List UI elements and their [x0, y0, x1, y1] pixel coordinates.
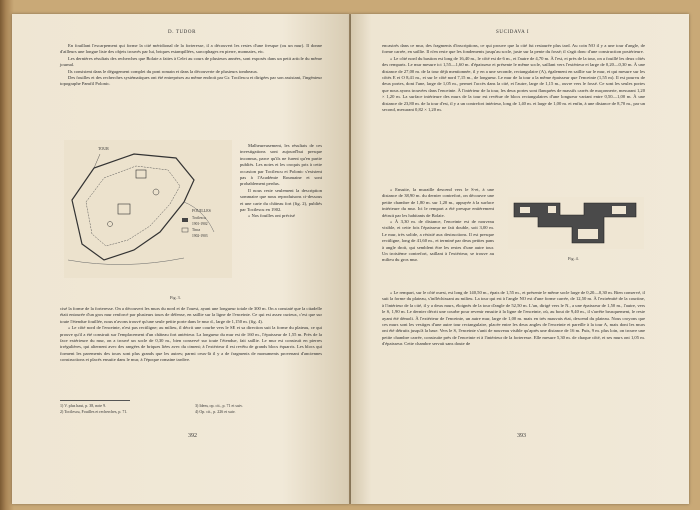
right-running-header: SUCIDAVA I: [496, 30, 530, 35]
map-label: TOUR: [98, 146, 109, 151]
wall-plan-figure: [508, 197, 644, 249]
map-legend-label: FOUILLES: [192, 208, 211, 213]
left-lower-text: [60, 306, 322, 364]
left-top-text: [60, 43, 322, 88]
fortress-map-figure: [64, 140, 232, 278]
map-legend-label: Tocilescu: [192, 216, 206, 220]
left-side-text: [240, 143, 322, 220]
map-legend-label: Tinca: [192, 228, 201, 232]
paragraph: En fouillant l'escarpement qui forme la cité méridional de la forteresse, il a découvert les restes d'une fresque (ou un mur). Il donne d'ailleurs une longue liste des objets trouvés par lui, briques estampillées, sarcophages en pierre, monnaies, etc.: [60, 43, 322, 55]
paragraph: « À 3,30 m. de distance, l'enceinte est de nouveau visible, et cette fois l'épaisseur ne fait double, soit 3,00 m. Le mur, très solide, a résisté aux destructions. Il est presque rectiligne, long de 41,60 m., et terminé par deux petites pans à angle droit, qui semblent être les restes d'une autre tour. Un troisième contrefort, saillant à l'extérieur, se trouve au milieu du gros mur.: [382, 219, 494, 263]
footnote: 3) Idem, op. cit., p. 71 et suiv.: [195, 403, 243, 408]
map-legend-label: 1901-1902: [192, 222, 208, 226]
footnotes-col-1: [60, 403, 185, 414]
right-mid-text: [382, 187, 494, 264]
paragraph: Des fouilles et des recherches systématiques ont été entreprises au même endroit par Gr. Tocilescu et dirigées par son assistant, l'ingénieur topographe Pamfil Polonic.: [60, 75, 322, 87]
paragraph: « Le rempart, sur le côté ouest, est long de 140,50 m., épais de 1,55 m., et présente le même socle large de 0,20—0,30 m. Bien conservé, il suit la forme du plateau, s'infléchissant au milieu. La tour qui est à l'angle NO est d'une forme carrée, de 12,50 m. À l'extrémité de la courtine, à l'intérieur de la cité, il y a deux murs, éloignés de la tour d'angle de 52,50 m. L'un, dirigé vers le N., a une épaisseur de 1,50 m., l'autre, vers le S, 1,90 m. Le dernier décrit une courbe pour revenir ensuite à la ligne de l'enceinte, où, au bout de 9,40 m., il s'arrête brusquement, le reste ayant été démoli. À l'extérieur de l'enceinte, un autre mur, large de 1,00 m. mais en très mauvais état, descend du plateau. Nous croyons que ces murs sont les vestiges d'une autre tour rectangulaire, placée entre les deux angles de l'enceinte et pareille à la tour A, mais dont les murs ont été détruits jusqu'à la base. Vers le S, l'enceinte s'unit de nouveau visible qu'après une distance de 16 m. Puis, 9 m. plus loin, on trouve une petite chambre carrée, construite près de l'enceinte et à l'intérieur de la forteresse. Elle mesure 5,30 m. de chaque côté, et ses murs ont 1,05 m. d'épaisseur. Cette chambre servait sans doute de: [382, 290, 645, 347]
figure-caption: Fig. 3.: [170, 295, 181, 300]
left-page-number: 392: [188, 433, 197, 439]
map-legend-label: 1902-1903: [192, 234, 208, 238]
paragraph: « Ensuite, la muraille descend vers le S-et, à une distance de 38,90 m. du dernier contrefort, on découvre une petite chambre de 1,80 m. sur 1,20 m., appuyée à la surface intérieure du mur. Ici le rempart a été presque entièrement détruit par les habitants de Bolaie.: [382, 187, 494, 218]
paragraph: Malheureusement, les résultats de ces investigations sont aujourd'hui presque inconnus, parce qu'ils ne furent qu'en partie publiés. Les notes et les croquis pris à cette occasion par Tocilescu et Polonic s'existent pas à l'Académie Roumaine et sont probablement perdus.: [240, 143, 322, 187]
footnote: 1) V. plus haut, p. 38, note 9.: [60, 403, 107, 408]
paragraph: encastrés dans ce mur, des fragments d'inscriptions, ce qui prouve que la cité fut restaurée plus tard. Au coin NO il y a une tour d'angle, de forme carrée, en saillie. Il n'en reste que les fondements jusqu'au socle, juste sur la pente du fossé; il s'agit donc d'une construction postérieure.: [382, 43, 645, 55]
paragraph: « Le côté nord du bastion est long de 16,40 m., le côté est de 6 m., et l'autre de 4,70 m. À l'est, et près de la tour, on a fouillé les deux côtés des remparts. Le mur mesure ici 1,55—1,60 m. d'épaisseur et présente le même socle, saillant vers l'extérieur et large de 0,20—0,30 m. À une distance de 27,00 m. de la tour déjà mentionnée, il y en a une seconde, rectangulaire (A), également en saillie sur le mur, et qui mesure sur les côtés E et O 8,41 m., et sur le côté nord 7,15 m., de longueur. Le mur de la tour a la même épaisseur que l'enceinte (1,55 m). Il est pourvu de deux portes, dont l'une, large de 1,05 m., permet l'accès dans la cité, et l'autre, large de 1,15 m., ouvre vers le fossé. Ce sont les seules portes que nous ayons trouvées dans l'enceinte. À l'intérieur de la tour, les deux portes sont flanquées de massifs carrés de maçonnerie, mesurant 1,20 × 1,20 m. La surface intérieure des murs de la tour est revêtue de blocs rectangulaires d'une longueur variant entre 0,50—1,00 m. À une distance de 23,80 m. de la tour d'est, il y a un contrefort intérieur, long de 1,40 m. et large de 1,00 m. et enfin, à une distance de 8,70 m., par un second, mesurant 0,82 × 1,20 m.: [382, 55, 645, 113]
figure-caption: Fig. 4.: [568, 256, 579, 261]
footnote: 4) Op. cit., p. 226 et suiv.: [195, 408, 236, 414]
right-page-number: 393: [517, 433, 526, 439]
paragraph: Ils consistent dans le dégagement complet du pont romain et dans la découverte de plusieurs tombeaux.: [68, 68, 259, 74]
right-lower-text: [382, 290, 645, 348]
wall-plan-drawing: [508, 197, 644, 249]
left-running-header: D. TUDOR: [168, 30, 197, 35]
paragraph: « Le côté nord de l'enceinte, n'est pas rectiligne; au milieu, il décrit une courbe vers le SE et sa direction suit la forme du plateau, ce qui prouve qu'il a été construit sur l'emplacement d'un château fort antérieur. La longueur du mur est de 160 m., l'épaisseur de 1,55 m. Près de la face extérieure du mur, on a trouvé un socle de 0,30 m., bien conservé sur toute l'étendue, fait saillie. Le mur est construit en pierres irrégulières, qui alternent avec des rangées de briques liées avec du ciment; à l'extérieur il est revêtu de grands blocs équarris. Les blocs qui forment les parements des tours sont plus grands que les autres; parmi ceux-là il y a de fragments de monuments provenant d'anciennes constructions et placés ensuite dans le mur, à l'époque romaine tardive.: [60, 325, 322, 363]
paragraph: Les dernières résultats des recherches que Bolaie a faites à Celei au cours de plusieurs années, sont exposés dans un petit article du même journal.: [60, 55, 322, 68]
paragraph: « Nos fouilles ont précisé: [248, 213, 295, 219]
right-top-text: [382, 43, 645, 113]
paragraph: Il nous reste seulement la description sommaire que nous reproduisons ci-dessous et une carte du château fort (fig. 2), publiés par Tocilescu en 1902.: [240, 187, 322, 213]
footnote: 2) Tocilescu, Fouilles et recherches, p. 71.: [60, 408, 128, 414]
footnotes-col-2: [195, 403, 320, 414]
paragraph: cisé la forme de la forteresse. On a découvert les murs du nord et de l'ouest, ayant une longueur totale de 300 m. On a constaté que la citadelle était entourée d'un gros mur renforcé par plusieurs tours de défense, en saillie sur la ligne de l'enceinte. Ce qui est assez curieux, c'est que sur toute l'étendue fouillée, nous n'avons trouvé qu'une seule petite porte dans le mur d., large de 1,150 m. (fig. 4).: [60, 306, 322, 324]
footnote-rule: [60, 400, 130, 401]
